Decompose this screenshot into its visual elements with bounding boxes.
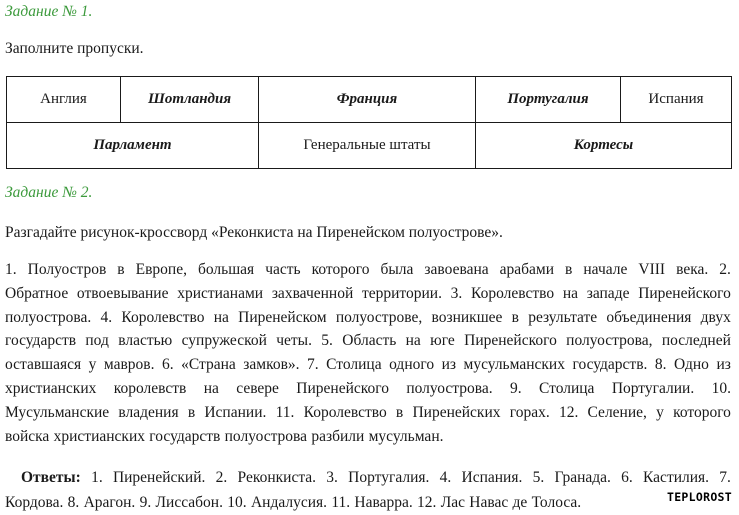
task1-instruction: Заполните пропуски. <box>5 40 144 58</box>
answer-word: 4. <box>440 466 452 491</box>
clue-word: государств. <box>572 353 647 377</box>
clue-word: войска <box>5 425 49 449</box>
answer-word: 3. <box>326 466 338 491</box>
clue-line <box>5 306 731 330</box>
answer-word: Навас <box>469 491 508 515</box>
clue-word: властью <box>118 329 172 353</box>
clue-word: 4. <box>101 306 113 330</box>
clue-line <box>5 329 731 353</box>
answer-word: 6. <box>621 466 633 491</box>
clue-word: полуострова <box>225 425 307 449</box>
clue-word: мусульман. <box>369 425 444 449</box>
clue-word: объединения <box>606 306 691 330</box>
clue-word: Селение, <box>588 401 647 425</box>
clue-word: Пиренейском <box>238 306 326 330</box>
table-cell-estates-general: Генеральные штаты <box>259 123 476 169</box>
clue-word: которого <box>312 258 370 282</box>
clue-word: оставшаяся <box>5 353 81 377</box>
answers-line <box>5 491 731 515</box>
clue-word: полуострове, <box>336 306 422 330</box>
clue-word: Испании. <box>204 401 266 425</box>
clue-word: Мусульманские <box>5 401 109 425</box>
clue-word: 11. <box>276 401 295 425</box>
clue-word: двух <box>701 306 731 330</box>
clue-word: 12. <box>559 401 578 425</box>
clue-word: на <box>563 282 578 306</box>
clue-word: Королевство <box>471 282 554 306</box>
answer-word: Португалия. <box>348 466 429 491</box>
clue-word: одного <box>389 353 434 377</box>
clue-line <box>5 258 731 282</box>
clue-word: возникшее <box>431 306 502 330</box>
clue-word: христианских <box>5 377 96 401</box>
clue-word: Пиренейских <box>412 401 500 425</box>
clue-word: западе <box>587 282 630 306</box>
answer-word: Реконкиста. <box>238 466 317 491</box>
clue-line <box>5 282 731 306</box>
clue-word: на <box>214 306 229 330</box>
clue-word: из <box>442 353 456 377</box>
clue-word: у <box>89 353 97 377</box>
clue-word: «Страна <box>181 353 236 377</box>
clue-word: юге <box>430 329 455 353</box>
clue-word: христианами <box>177 282 263 306</box>
clue-word: Королевство <box>304 401 387 425</box>
clue-word: Одно <box>674 353 709 377</box>
clue-word: в <box>512 306 519 330</box>
answers-line <box>5 466 731 491</box>
watermark-logo: TEPLOROST <box>664 489 735 505</box>
clue-word: арабами <box>500 258 554 282</box>
answer-word: 10. <box>227 491 246 515</box>
clue-word: полуострова, <box>566 329 652 353</box>
table-cell-parliament: Парламент <box>7 123 259 169</box>
clue-word: четы. <box>276 329 312 353</box>
clue-word: 9. <box>510 377 522 401</box>
table-row <box>7 123 732 169</box>
clue-word: разбили <box>311 425 364 449</box>
table-row <box>7 77 732 123</box>
clue-word: завоевана <box>424 258 488 282</box>
clue-word: начале <box>583 258 627 282</box>
clue-word: мусульманских <box>464 353 565 377</box>
clue-word: севере <box>236 377 279 401</box>
answer-word: 12. <box>417 491 436 515</box>
answer-word: 9. <box>140 491 152 515</box>
clue-word: результате <box>528 306 597 330</box>
clue-word: мавров. <box>104 353 155 377</box>
clue-word: в <box>117 258 124 282</box>
clue-word: королевств <box>114 377 187 401</box>
clue-word: 5. <box>321 329 333 353</box>
clue-line <box>5 353 731 377</box>
clue-word: владения <box>118 401 178 425</box>
answer-word: 1. <box>91 466 103 491</box>
clue-word: Область <box>342 329 396 353</box>
answer-word: Толоса. <box>532 491 582 515</box>
clue-word: большая <box>198 258 254 282</box>
clue-word: последней <box>662 329 731 353</box>
crossword-clues <box>5 258 731 448</box>
clue-word: века. <box>676 258 708 282</box>
task2-heading: Задание № 2. <box>5 184 92 202</box>
clue-word: Пиренейского <box>638 282 731 306</box>
table-cell-france: Франция <box>259 77 476 123</box>
clue-word: VIII <box>638 258 665 282</box>
clue-word: на <box>406 329 421 353</box>
answer-word: Андалусия. <box>251 491 327 515</box>
clue-word: Португалии. <box>612 377 694 401</box>
clue-word: из <box>716 353 730 377</box>
table-cell-portugal: Португалия <box>476 77 621 123</box>
answer-word: Лас <box>441 491 465 515</box>
answer-word: 2. <box>216 466 228 491</box>
answer-word: Испания. <box>462 466 523 491</box>
answer-word: 8. <box>68 491 80 515</box>
clue-word: государств <box>5 329 76 353</box>
clue-word: которого <box>673 401 731 425</box>
clue-word: 2. <box>719 258 731 282</box>
clue-word: Столица <box>539 377 594 401</box>
table-cell-spain: Испания <box>621 77 732 123</box>
answer-word: де <box>513 491 528 515</box>
clue-word: супружеской <box>182 329 267 353</box>
clue-word: захваченной <box>272 282 353 306</box>
clue-word: 1. <box>5 258 17 282</box>
clue-word: полуострова. <box>5 306 91 330</box>
clue-word: Пиренейского <box>296 377 389 401</box>
clue-word: государств <box>149 425 220 449</box>
task2-instruction: Разгадайте рисунок-кроссворд «Реконкиста на Пиренейском полуострове». <box>5 224 503 242</box>
clue-word: на <box>204 377 219 401</box>
clue-word: под <box>85 329 109 353</box>
clue-word: 3. <box>451 282 463 306</box>
answer-word: Пиренейский. <box>113 466 205 491</box>
clue-word: 7. <box>307 353 319 377</box>
clue-word: христианских <box>54 425 145 449</box>
table-cell-england: Англия <box>7 77 121 123</box>
clue-word: территории. <box>362 282 442 306</box>
answer-word: 11. <box>331 491 350 515</box>
clue-word: Королевство <box>121 306 204 330</box>
clue-word: 6. <box>162 353 174 377</box>
answers-label: Ответы: <box>21 466 81 491</box>
answer-word: Арагон. <box>84 491 136 515</box>
clue-word: в <box>565 258 572 282</box>
table-cell-scotland: Шотландия <box>121 77 259 123</box>
clue-line <box>5 377 731 401</box>
answer-word: Лиссабон. <box>156 491 223 515</box>
answer-word: 5. <box>533 466 545 491</box>
clue-word: Столица <box>326 353 381 377</box>
clue-word: у <box>656 401 664 425</box>
clue-word: 10. <box>712 377 731 401</box>
clue-line <box>5 401 731 425</box>
fill-in-table <box>6 76 732 169</box>
answer-word: Кордова. <box>5 491 63 515</box>
clue-word: полуострова. <box>406 377 492 401</box>
answer-word: 7. <box>719 466 731 491</box>
clue-word: 8. <box>655 353 667 377</box>
clue-word: в <box>396 401 403 425</box>
clue-word: Обратное <box>5 282 68 306</box>
table-cell-cortes: Кортесы <box>476 123 732 169</box>
answer-word: Наварра. <box>354 491 412 515</box>
clue-word: Европе, <box>136 258 187 282</box>
clue-word: Полуостров <box>28 258 107 282</box>
clue-word: часть <box>265 258 300 282</box>
answer-word: Кастилия. <box>643 466 709 491</box>
task1-heading: Задание № 1. <box>5 3 92 21</box>
clue-word: в <box>188 401 195 425</box>
clue-word: была <box>380 258 413 282</box>
answer-word: Гранада. <box>554 466 610 491</box>
clue-word: Пиренейского <box>464 329 557 353</box>
clue-word: замков». <box>243 353 299 377</box>
clue-word: горах. <box>510 401 550 425</box>
clue-word: отвоевывание <box>77 282 169 306</box>
clue-line <box>5 425 731 449</box>
